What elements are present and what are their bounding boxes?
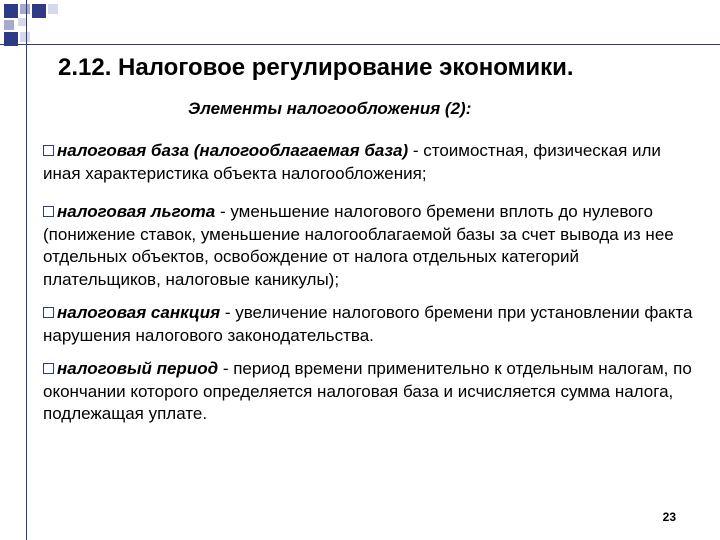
item-term: налоговый период bbox=[57, 359, 219, 378]
decor-square bbox=[20, 32, 30, 42]
list-item bbox=[43, 140, 693, 185]
decor-vertical-line bbox=[26, 0, 27, 540]
decor-square bbox=[48, 4, 58, 14]
page-number: 23 bbox=[662, 510, 676, 524]
decor-square bbox=[4, 20, 14, 30]
item-text: - увеличение налогового бремени при установлении факта нарушения налогового законодательства. bbox=[43, 303, 693, 345]
item-term: налоговая санкция bbox=[57, 303, 221, 322]
decor-horizontal-line bbox=[0, 44, 720, 45]
list-item bbox=[43, 302, 693, 347]
list-item bbox=[43, 201, 693, 291]
decor-square bbox=[18, 18, 26, 26]
item-text: - период времени применительно к отдельным налогам, по окончании которого определяется налоговая база и исчисляется сумма налога, подлежащая уплате. bbox=[43, 359, 692, 423]
slide-subtitle: Элементы налогообложения (2): bbox=[188, 99, 472, 118]
slide-title: 2.12. Налоговое регулирование экономики. bbox=[58, 54, 574, 81]
item-text: - стоимостная, физическая или иная характеристика объекта налогообложения; bbox=[43, 141, 661, 183]
decor-square bbox=[20, 4, 30, 14]
item-term: налоговая льгота bbox=[57, 202, 216, 221]
list-item bbox=[43, 358, 693, 426]
item-text: - уменьшение налогового бремени вплоть до нулевого (понижение ставок, уменьшение налогооблагаемой базы за счет вывода из нее отдельных объектов, освобождение от налога отдельных категорий плательщиков, налоговые каникулы); bbox=[43, 202, 674, 289]
decor-square bbox=[32, 4, 46, 18]
item-term: налоговая база (налогооблагаемая база) bbox=[57, 141, 409, 160]
decor-square bbox=[4, 4, 18, 18]
